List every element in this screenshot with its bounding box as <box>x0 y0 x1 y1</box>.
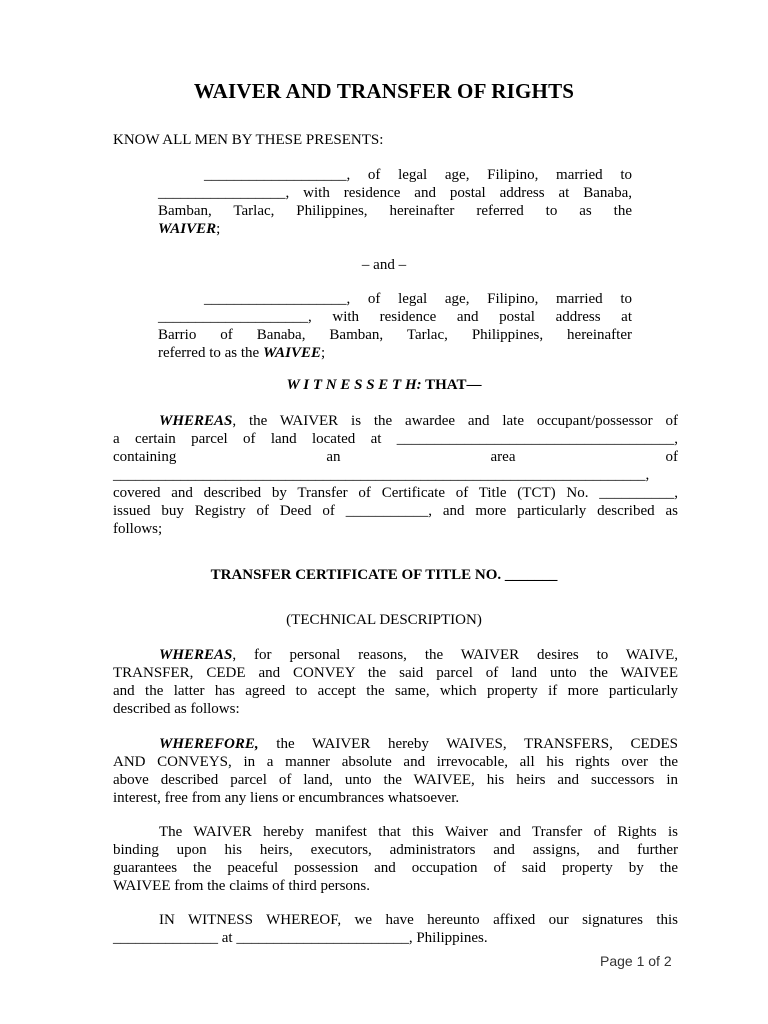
whereas1-lead: WHEREAS <box>159 413 233 429</box>
whereas2-line2: TRANSFER, CEDE and CONVEY the said parcel of land unto the WAIVEE <box>113 665 678 681</box>
witness-line1: IN WITNESS WHEREOF, we have hereunto affixed our signatures this <box>159 912 678 928</box>
wherefore-line4: interest, free from any liens or encumbrances whatsoever. <box>113 790 460 806</box>
whereas1-line1-rest: , the WAIVER is the awardee and late occupant/possessor of <box>232 413 678 429</box>
page-indicator: Page 1 of 2 <box>600 953 672 969</box>
manifest-line4: WAIVEE from the claims of third persons. <box>113 878 371 894</box>
whereas1-line2: a certain parcel of land located at _____________________________________, <box>113 431 678 447</box>
whereas2-line3: and the latter has agreed to accept the same, which property if more particularly <box>113 683 678 699</box>
party2-line1: ___________________, of legal age, Filipino, married to <box>204 291 632 307</box>
party1-line1: ___________________, of legal age, Filipino, married to <box>204 167 632 183</box>
party1-role: WAIVER <box>158 221 217 237</box>
whereas1-line1 <box>113 412 678 430</box>
whereas1-line4: _______________________________________________________________________, <box>113 467 650 483</box>
wherefore-line2: AND CONVEYS, in a manner absolute and irrevocable, all his rights over the <box>113 754 678 770</box>
manifest-line2: binding upon his heirs, executors, administrators and assigns, and further <box>113 842 678 858</box>
and-separator: – and – <box>361 257 407 273</box>
manifest-paragraph <box>113 823 678 895</box>
document-title: WAIVER AND TRANSFER OF RIGHTS <box>193 79 575 103</box>
party2-line4 <box>158 344 632 362</box>
party1-line2: _________________, with residence and postal address at Banaba, <box>158 185 632 201</box>
manifest-line1: The WAIVER hereby manifest that this Waiver and Transfer of Rights is <box>159 824 678 840</box>
whereas2-lead: WHEREAS <box>159 647 233 663</box>
witnesseth-rest: THAT— <box>421 377 482 393</box>
party2-line4-end: ; <box>321 345 326 361</box>
party1-line4 <box>158 220 632 238</box>
party1-line4-end: ; <box>216 221 221 237</box>
wherefore-line1 <box>113 735 678 753</box>
witness-line2: ______________ at _______________________, Philippines. <box>113 930 488 946</box>
technical-description-label: (TECHNICAL DESCRIPTION) <box>286 612 482 628</box>
wherefore-line3: above described parcel of land, unto the WAIVEE, his heirs and successors in <box>113 772 678 788</box>
party2-line2: ____________________, with residence and postal address at <box>158 309 632 325</box>
whereas2-line1-rest: , for personal reasons, the WAIVER desires to WAIVE, <box>232 647 678 663</box>
whereas2-paragraph <box>113 646 678 718</box>
tct-heading: TRANSFER CERTIFICATE OF TITLE NO. _______ <box>210 567 558 583</box>
party2-line4-pre: referred to as the <box>158 345 263 361</box>
whereas1-line5: covered and described by Transfer of Certificate of Title (TCT) No. __________, <box>113 485 678 501</box>
wherefore-lead: WHEREFORE, <box>159 736 259 752</box>
whereas2-line4: described as follows: <box>113 701 240 717</box>
party2-line3: Barrio of Banaba, Bamban, Tarlac, Philippines, hereinafter <box>158 327 632 343</box>
party2-block <box>158 290 632 362</box>
wherefore-paragraph <box>113 735 678 807</box>
party1-line3: Bamban, Tarlac, Philippines, hereinafter referred to as the <box>158 203 632 219</box>
party2-role: WAIVEE <box>262 345 322 361</box>
whereas1-line7: follows; <box>113 521 163 537</box>
whereas1-paragraph <box>113 412 678 538</box>
whereas2-line1 <box>113 646 678 664</box>
witnesseth-label: W I T N E S S E T H: <box>286 377 422 393</box>
whereas1-line6: issued buy Registry of Deed of ___________, and more particularly described as <box>113 503 678 519</box>
whereas1-line3: containing an area of <box>113 449 678 465</box>
witness-paragraph <box>113 911 678 947</box>
manifest-line3: guarantees the peaceful possession and occupation of said property by the <box>113 860 678 876</box>
wherefore-line1-rest: the WAIVER hereby WAIVES, TRANSFERS, CEDES <box>258 736 678 752</box>
intro-text: KNOW ALL MEN BY THESE PRESENTS: <box>113 132 384 148</box>
party1-block <box>158 166 632 238</box>
witnesseth-heading <box>0 376 768 394</box>
